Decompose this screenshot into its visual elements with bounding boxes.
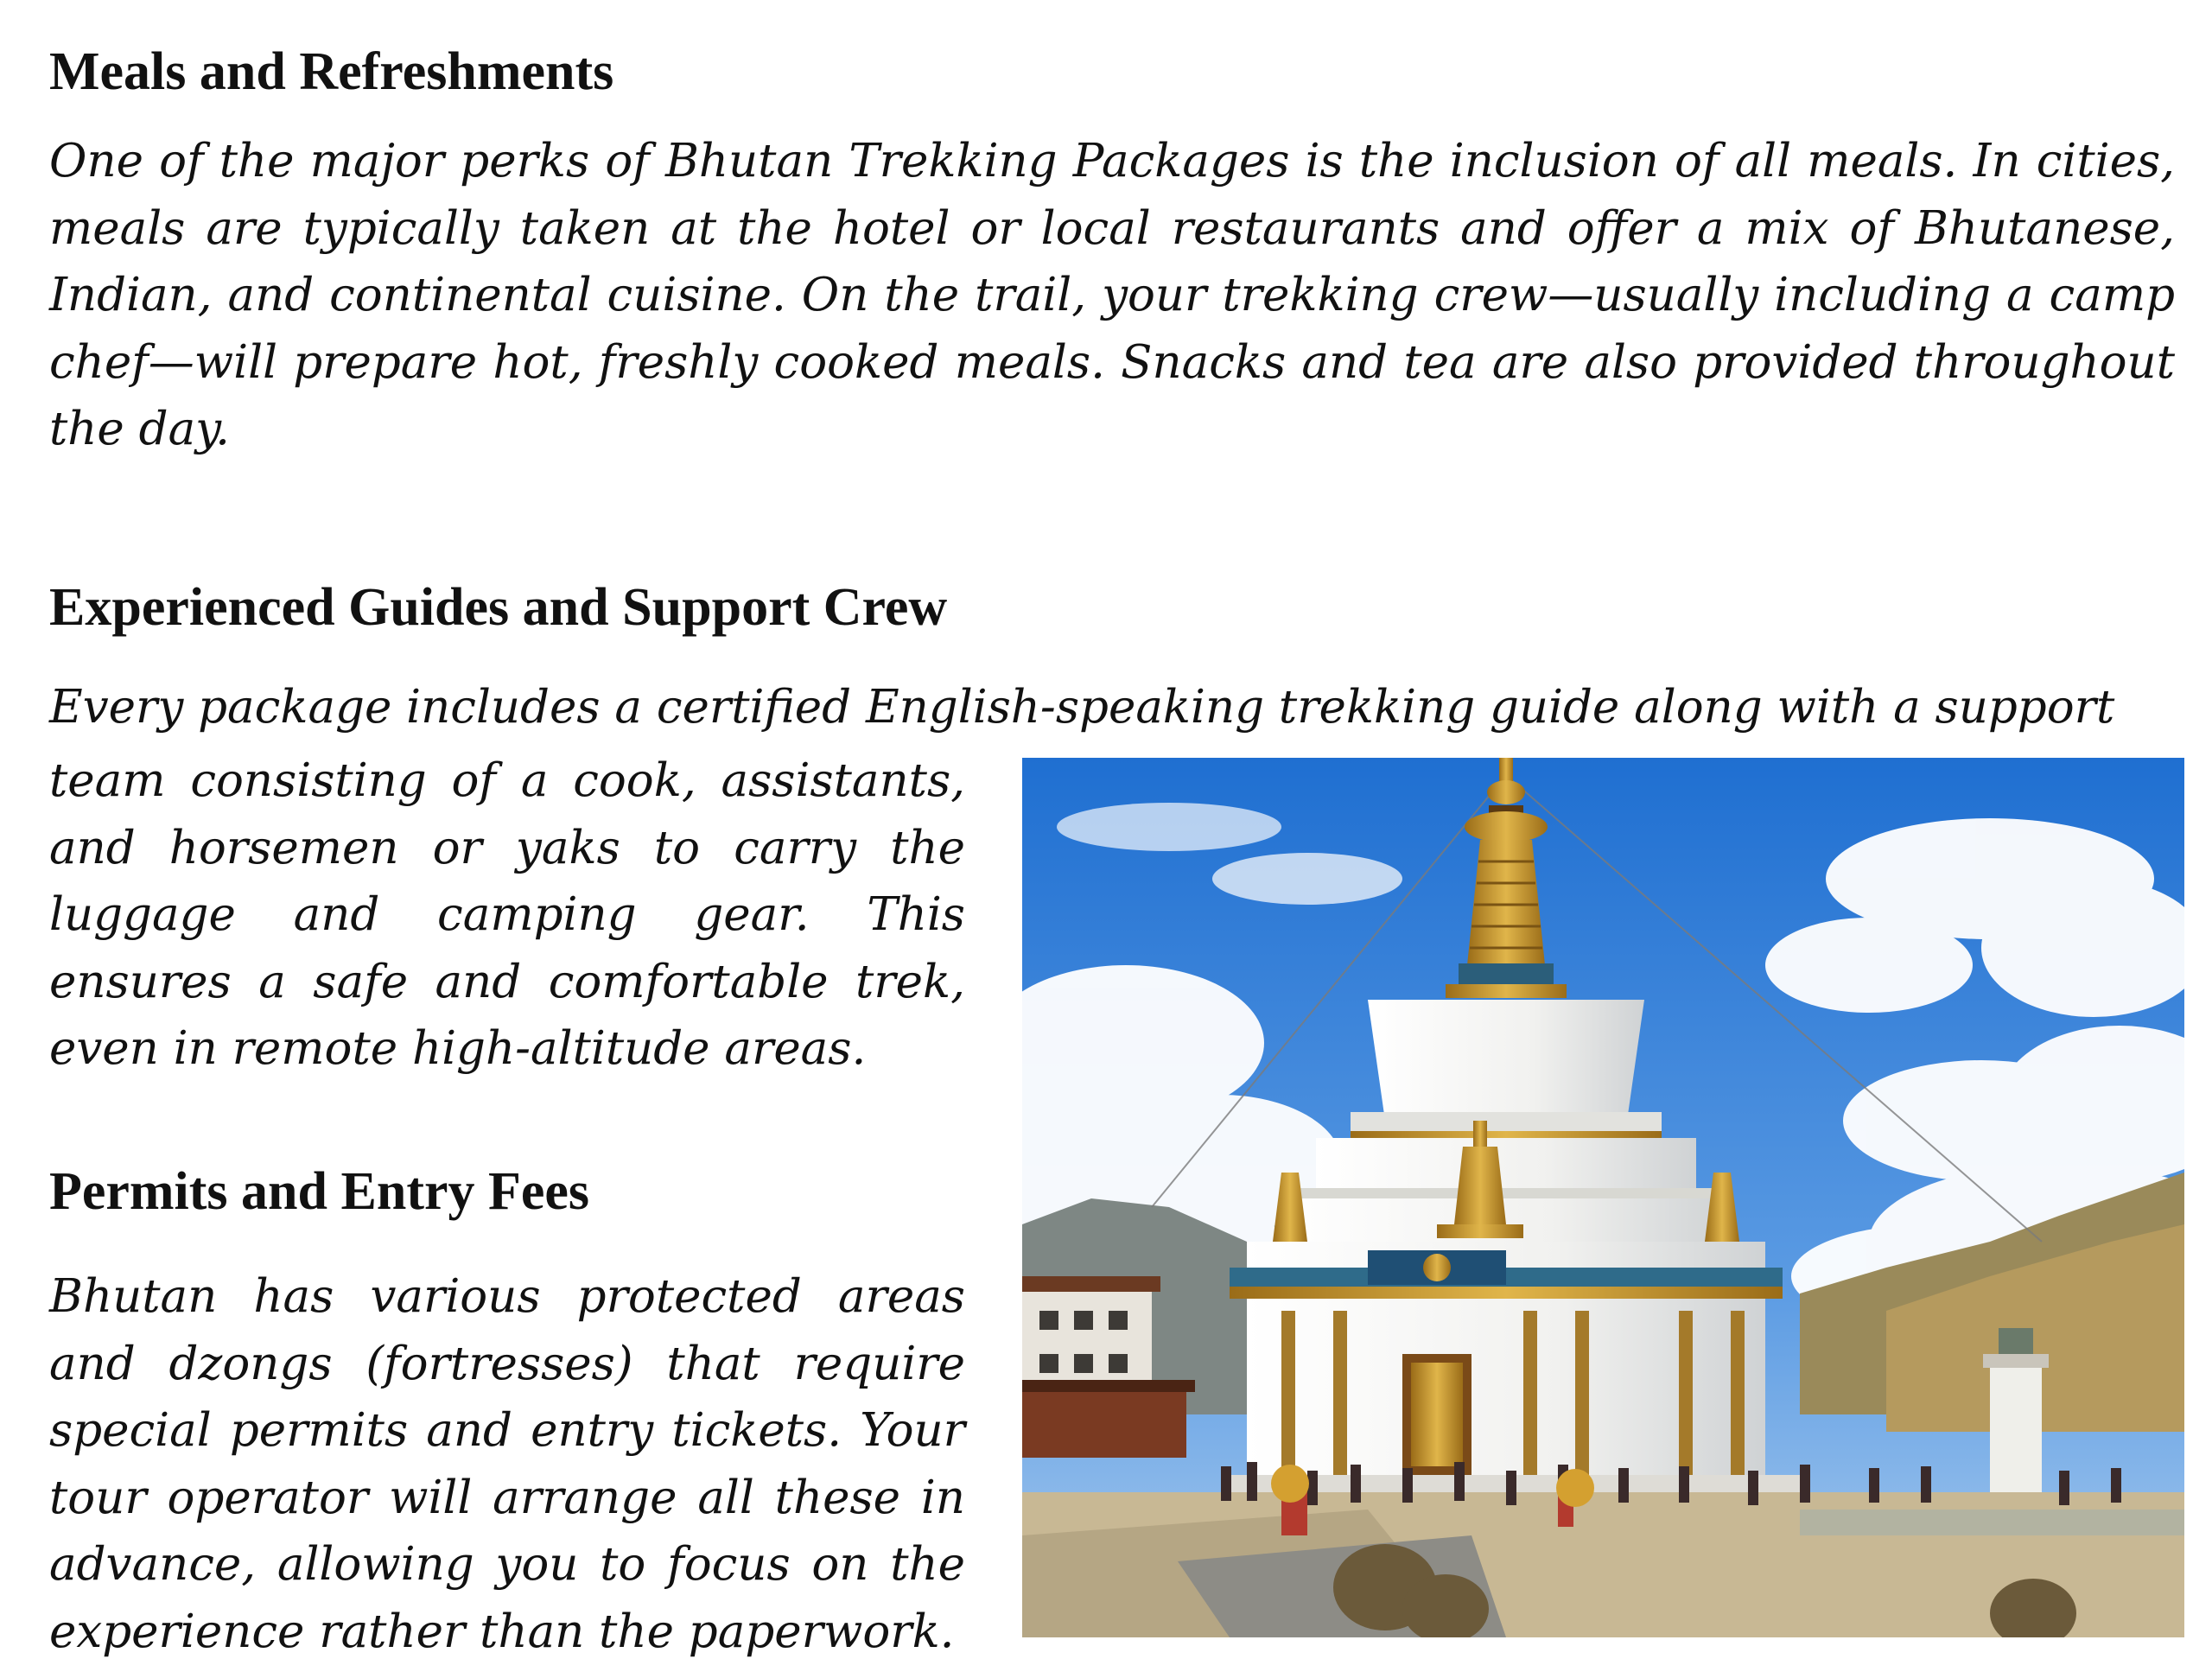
memorial-chorten-icon — [1022, 758, 2184, 1637]
memorial-chorten-photo — [1022, 758, 2184, 1637]
section-heading-meals: Meals and Refreshments — [49, 42, 614, 101]
section-body-meals: One of the major perks of Bhutan Trekking Packages is the inclusion of all meals. In cities, meals are typically taken at the hotel or local restaurants and offer a mix of Bhutanese, Indian, and continental cuisine. On the trail, your trekking crew—usually including a camp chef—will prepare hot, freshly cooked meals. Snacks and tea are also provided throughout the day. — [49, 135, 2175, 455]
section-heading-guides: Experienced Guides and Support Crew — [49, 578, 948, 637]
section-body-guides-lead: Every package includes a certified English-speaking trekking guide along with a support — [49, 681, 2115, 734]
section-body-guides-rest: team consisting of a cook, assistants, and horsemen or yaks to carry the luggage and camping gear. This ensures a safe and comfortable trek, even in remote high-altitude areas. — [49, 754, 965, 1075]
section-heading-permits: Permits and Entry Fees — [49, 1162, 590, 1221]
section-body-permits: Bhutan has various protected areas and dzongs (fortresses) that require special permits and entry tickets. Your tour operator will arrange all these in advance, allowing you to focus on the experience rather than the paperwork. — [49, 1270, 965, 1658]
